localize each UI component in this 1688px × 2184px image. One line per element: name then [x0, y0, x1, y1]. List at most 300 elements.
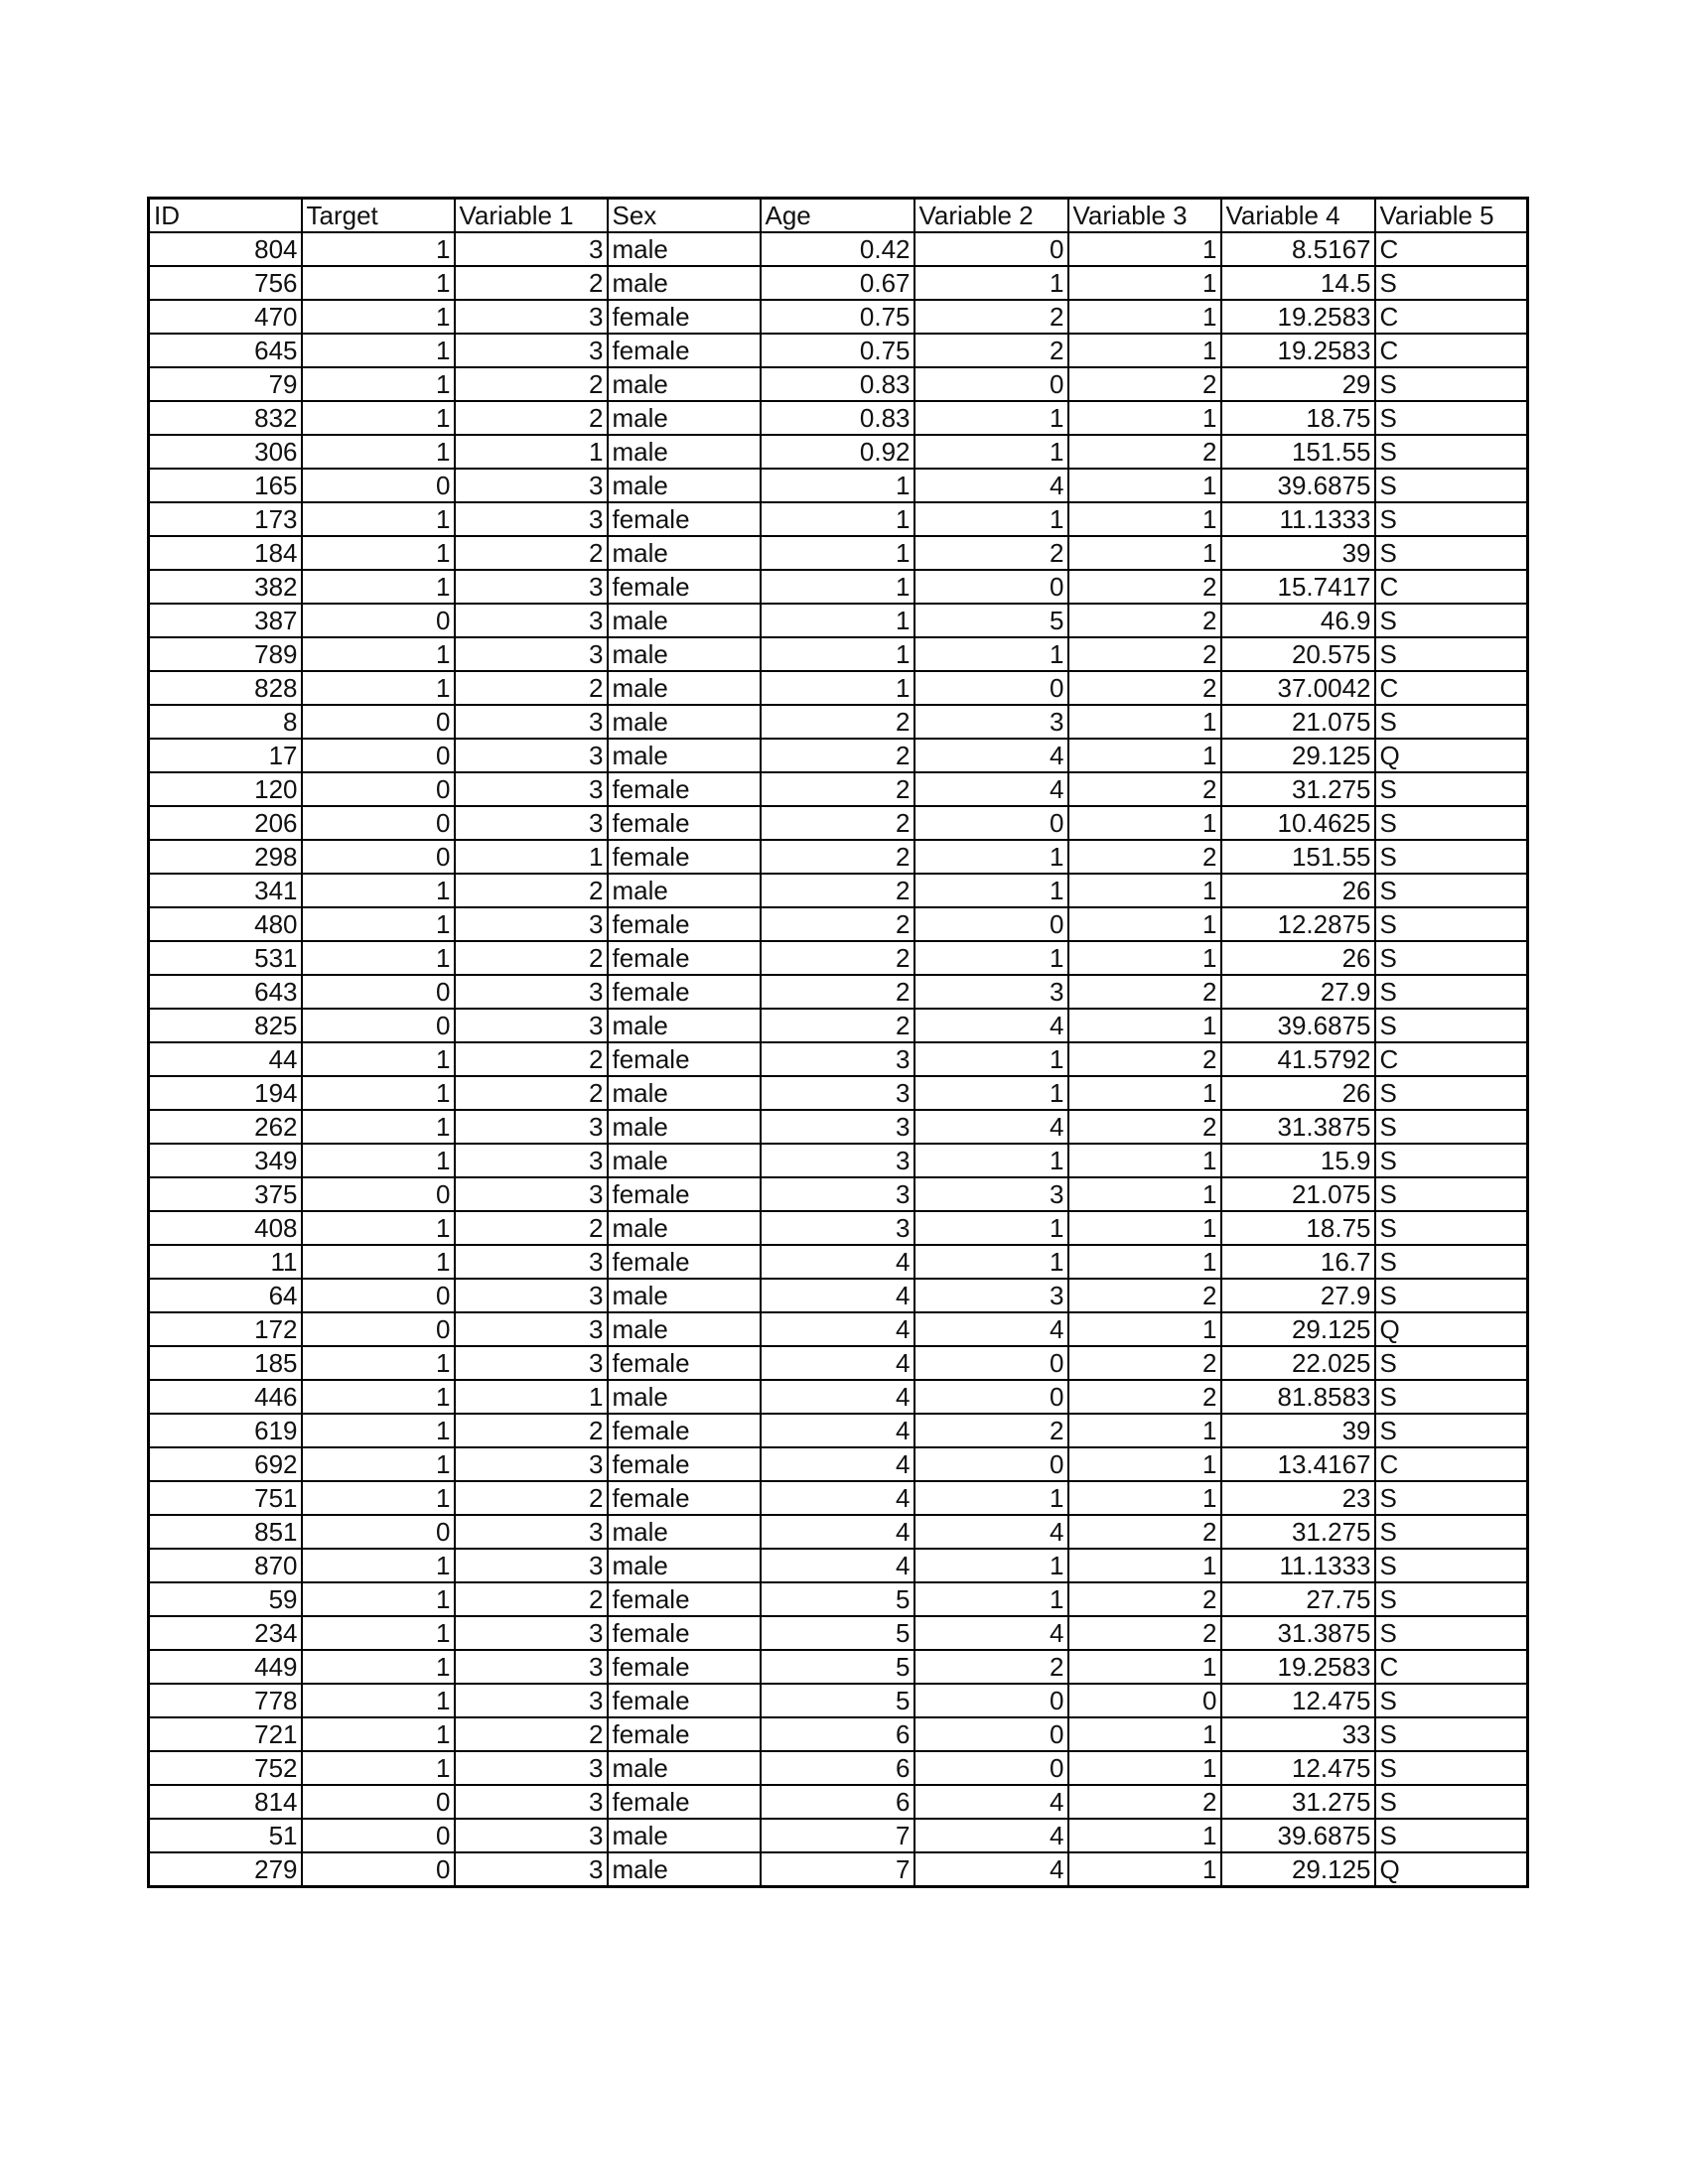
table-cell: 0	[302, 1177, 455, 1211]
table-cell: 1	[1068, 941, 1221, 975]
table-cell: 3	[455, 334, 608, 367]
table-cell: S	[1375, 367, 1528, 401]
table-cell: 1	[302, 536, 455, 570]
table-cell: 1	[455, 840, 608, 874]
table-cell: 59	[149, 1582, 302, 1616]
table-cell: 619	[149, 1414, 302, 1447]
table-cell: 1	[914, 637, 1068, 671]
table-cell: female	[608, 300, 761, 334]
table-row	[149, 266, 1528, 300]
table-cell: 22.025	[1221, 1346, 1375, 1380]
table-cell: 1	[1068, 907, 1221, 941]
table-cell: 3	[455, 907, 608, 941]
table-cell: 1	[914, 1211, 1068, 1245]
table-cell: 1	[302, 300, 455, 334]
table-cell: 33	[1221, 1717, 1375, 1751]
table-cell: S	[1375, 1279, 1528, 1312]
table-cell: 4	[914, 1852, 1068, 1887]
table-cell: S	[1375, 705, 1528, 739]
table-cell: 17	[149, 739, 302, 772]
table-cell: 173	[149, 502, 302, 536]
table-cell: male	[608, 266, 761, 300]
table-cell: 3	[455, 1650, 608, 1684]
table-cell: 1	[1068, 1245, 1221, 1279]
table-cell: 0.92	[761, 435, 914, 469]
table-cell: 79	[149, 367, 302, 401]
table-cell: 41.5792	[1221, 1042, 1375, 1076]
table-cell: 3	[914, 705, 1068, 739]
table-cell: 0	[302, 1819, 455, 1852]
table-cell: 64	[149, 1279, 302, 1312]
table-cell: 11.1333	[1221, 502, 1375, 536]
table-cell: 3	[914, 1279, 1068, 1312]
table-cell: 26	[1221, 941, 1375, 975]
table-cell: female	[608, 1785, 761, 1819]
table-cell: 19.2583	[1221, 334, 1375, 367]
table-cell: 2	[1068, 1515, 1221, 1549]
table-row	[149, 536, 1528, 570]
table-cell: 29	[1221, 367, 1375, 401]
table-cell: 11.1333	[1221, 1549, 1375, 1582]
table-row	[149, 1346, 1528, 1380]
table-cell: 4	[914, 1616, 1068, 1650]
table-row	[149, 1717, 1528, 1751]
table-row	[149, 502, 1528, 536]
table-cell: 11	[149, 1245, 302, 1279]
table-cell: 1	[1068, 1144, 1221, 1177]
table-cell: 2	[1068, 1346, 1221, 1380]
table-cell: 2	[914, 300, 1068, 334]
table-cell: 1	[1068, 266, 1221, 300]
table-cell: 0	[914, 570, 1068, 604]
table-cell: 194	[149, 1076, 302, 1110]
table-cell: male	[608, 401, 761, 435]
table-cell: 0	[1068, 1684, 1221, 1717]
table-cell: 279	[149, 1852, 302, 1887]
data-table	[147, 197, 1529, 1888]
table-cell: female	[608, 1481, 761, 1515]
table-cell: 5	[761, 1684, 914, 1717]
table-cell: 0.75	[761, 334, 914, 367]
table-cell: 0.67	[761, 266, 914, 300]
table-cell: C	[1375, 232, 1528, 266]
table-cell: 3	[761, 1076, 914, 1110]
table-cell: 4	[761, 1346, 914, 1380]
table-cell: 0	[302, 604, 455, 637]
table-cell: 5	[914, 604, 1068, 637]
table-cell: 375	[149, 1177, 302, 1211]
table-cell: male	[608, 1009, 761, 1042]
table-row	[149, 671, 1528, 705]
table-cell: 29.125	[1221, 739, 1375, 772]
table-cell: 3	[761, 1177, 914, 1211]
table-cell: 2	[1068, 570, 1221, 604]
table-cell: 31.275	[1221, 1785, 1375, 1819]
table-cell: 1	[914, 435, 1068, 469]
table-cell: 1	[302, 401, 455, 435]
table-cell: 721	[149, 1717, 302, 1751]
table-cell: 1	[1068, 1177, 1221, 1211]
table-cell: 531	[149, 941, 302, 975]
table-cell: 3	[455, 806, 608, 840]
table-row	[149, 367, 1528, 401]
table-cell: 39	[1221, 536, 1375, 570]
table-cell: 0	[914, 671, 1068, 705]
table-cell: 470	[149, 300, 302, 334]
table-cell: 206	[149, 806, 302, 840]
table-cell: S	[1375, 1177, 1528, 1211]
table-row	[149, 232, 1528, 266]
table-cell: male	[608, 1144, 761, 1177]
table-cell: 2	[1068, 637, 1221, 671]
table-cell: 27.75	[1221, 1582, 1375, 1616]
table-row	[149, 1042, 1528, 1076]
table-cell: male	[608, 1110, 761, 1144]
table-cell: 0.83	[761, 367, 914, 401]
table-cell: 2	[1068, 975, 1221, 1009]
table-cell: 27.9	[1221, 1279, 1375, 1312]
table-cell: 4	[914, 1009, 1068, 1042]
table-cell: 2	[455, 1211, 608, 1245]
table-cell: 3	[455, 1245, 608, 1279]
table-cell: 1	[302, 1414, 455, 1447]
table-cell: 1	[761, 469, 914, 502]
table-cell: 1	[302, 266, 455, 300]
table-cell: 3	[761, 1042, 914, 1076]
table-cell: 1	[302, 637, 455, 671]
table-cell: 3	[455, 300, 608, 334]
table-cell: 0	[914, 367, 1068, 401]
table-row	[149, 1481, 1528, 1515]
table-row	[149, 1380, 1528, 1414]
table-cell: 2	[761, 874, 914, 907]
table-cell: 2	[1068, 1042, 1221, 1076]
table-cell: 6	[761, 1751, 914, 1785]
table-cell: 1	[761, 604, 914, 637]
table-cell: 0	[302, 1009, 455, 1042]
table-cell: S	[1375, 1245, 1528, 1279]
table-cell: 2	[761, 739, 914, 772]
table-cell: 31.275	[1221, 772, 1375, 806]
table-cell: S	[1375, 840, 1528, 874]
table-row	[149, 469, 1528, 502]
table-cell: S	[1375, 502, 1528, 536]
table-cell: 1	[302, 1110, 455, 1144]
table-cell: 10.4625	[1221, 806, 1375, 840]
table-cell: 29.125	[1221, 1852, 1375, 1887]
table-cell: 1	[302, 570, 455, 604]
table-cell: 1	[302, 1380, 455, 1414]
table-row	[149, 1684, 1528, 1717]
table-cell: 1	[1068, 1076, 1221, 1110]
table-cell: 1	[914, 840, 1068, 874]
table-cell: 46.9	[1221, 604, 1375, 637]
table-cell: female	[608, 1245, 761, 1279]
table-cell: 643	[149, 975, 302, 1009]
table-cell: 2	[914, 334, 1068, 367]
table-cell: female	[608, 1414, 761, 1447]
table-cell: 21.075	[1221, 705, 1375, 739]
table-cell: 408	[149, 1211, 302, 1245]
table-cell: 14.5	[1221, 266, 1375, 300]
table-cell: 2	[455, 401, 608, 435]
table-cell: 4	[914, 469, 1068, 502]
table-cell: female	[608, 1042, 761, 1076]
table-cell: Q	[1375, 1312, 1528, 1346]
table-cell: male	[608, 1380, 761, 1414]
table-cell: S	[1375, 1819, 1528, 1852]
table-cell: 2	[455, 941, 608, 975]
table-cell: 0	[914, 1346, 1068, 1380]
table-cell: 3	[761, 1110, 914, 1144]
table-cell: 3	[455, 1346, 608, 1380]
table-cell: 4	[761, 1549, 914, 1582]
table-cell: female	[608, 1447, 761, 1481]
table-cell: female	[608, 907, 761, 941]
table-cell: 752	[149, 1751, 302, 1785]
table-cell: 828	[149, 671, 302, 705]
table-cell: 1	[761, 502, 914, 536]
table-cell: 4	[761, 1312, 914, 1346]
table-cell: 2	[455, 1414, 608, 1447]
table-cell: 7	[761, 1819, 914, 1852]
table-cell: male	[608, 1076, 761, 1110]
table-row	[149, 1245, 1528, 1279]
table-cell: 6	[761, 1717, 914, 1751]
table-row	[149, 1177, 1528, 1211]
table-cell: 387	[149, 604, 302, 637]
table-cell: 7	[761, 1852, 914, 1887]
table-cell: 1	[302, 232, 455, 266]
table-cell: 1	[1068, 1447, 1221, 1481]
table-cell: 1	[455, 435, 608, 469]
table-cell: 804	[149, 232, 302, 266]
table-cell: 1	[302, 671, 455, 705]
table-cell: S	[1375, 806, 1528, 840]
table-cell: 81.8583	[1221, 1380, 1375, 1414]
table-cell: C	[1375, 1650, 1528, 1684]
table-cell: 37.0042	[1221, 671, 1375, 705]
table-cell: male	[608, 536, 761, 570]
table-cell: 1	[1068, 334, 1221, 367]
table-cell: 1	[455, 1380, 608, 1414]
table-cell: female	[608, 840, 761, 874]
table-cell: male	[608, 1751, 761, 1785]
table-row	[149, 300, 1528, 334]
column-header: Target	[302, 199, 455, 233]
table-cell: 2	[455, 1481, 608, 1515]
table-cell: 0	[914, 806, 1068, 840]
table-row	[149, 1751, 1528, 1785]
table-cell: S	[1375, 1346, 1528, 1380]
table-cell: 4	[914, 1312, 1068, 1346]
table-cell: 1	[914, 1481, 1068, 1515]
table-cell: 19.2583	[1221, 1650, 1375, 1684]
table-cell: 262	[149, 1110, 302, 1144]
table-cell: male	[608, 874, 761, 907]
table-cell: 1	[1068, 1481, 1221, 1515]
table-cell: 15.9	[1221, 1144, 1375, 1177]
table-cell: 4	[761, 1380, 914, 1414]
table-cell: 2	[1068, 671, 1221, 705]
table-cell: 2	[455, 266, 608, 300]
table-cell: 31.275	[1221, 1515, 1375, 1549]
table-cell: 3	[455, 637, 608, 671]
table-cell: S	[1375, 1009, 1528, 1042]
table-cell: S	[1375, 536, 1528, 570]
table-cell: 3	[455, 1549, 608, 1582]
table-cell: 2	[914, 536, 1068, 570]
table-row	[149, 705, 1528, 739]
table-cell: male	[608, 637, 761, 671]
table-cell: Q	[1375, 739, 1528, 772]
table-cell: C	[1375, 570, 1528, 604]
table-cell: male	[608, 671, 761, 705]
table-cell: 1	[1068, 232, 1221, 266]
table-cell: 1	[1068, 874, 1221, 907]
table-cell: 0	[914, 232, 1068, 266]
table-cell: male	[608, 604, 761, 637]
table-row	[149, 840, 1528, 874]
table-cell: 20.575	[1221, 637, 1375, 671]
table-cell: male	[608, 1515, 761, 1549]
table-cell: male	[608, 232, 761, 266]
table-row	[149, 1279, 1528, 1312]
table-row	[149, 975, 1528, 1009]
table-cell: 1	[761, 671, 914, 705]
table-cell: 8.5167	[1221, 232, 1375, 266]
table-cell: 1	[1068, 1819, 1221, 1852]
table-cell: 3	[455, 1819, 608, 1852]
table-cell: 3	[455, 975, 608, 1009]
table-cell: S	[1375, 1549, 1528, 1582]
table-cell: 3	[455, 1852, 608, 1887]
table-cell: 0	[302, 705, 455, 739]
table-cell: 3	[914, 1177, 1068, 1211]
table-cell: 0	[302, 1852, 455, 1887]
table-cell: 3	[455, 1144, 608, 1177]
table-cell: 1	[761, 570, 914, 604]
table-cell: S	[1375, 1515, 1528, 1549]
table-cell: 184	[149, 536, 302, 570]
table-cell: 3	[455, 1785, 608, 1819]
table-cell: 0	[302, 1515, 455, 1549]
table-cell: male	[608, 705, 761, 739]
table-cell: 2	[1068, 1616, 1221, 1650]
table-cell: 39.6875	[1221, 1009, 1375, 1042]
table-row	[149, 1852, 1528, 1887]
table-cell: 2	[1068, 1785, 1221, 1819]
table-cell: S	[1375, 1481, 1528, 1515]
table-cell: 870	[149, 1549, 302, 1582]
table-cell: 1	[914, 1245, 1068, 1279]
table-cell: male	[608, 1819, 761, 1852]
table-cell: 1	[302, 1582, 455, 1616]
table-cell: male	[608, 367, 761, 401]
table-cell: 31.3875	[1221, 1110, 1375, 1144]
table-cell: 4	[914, 739, 1068, 772]
table-row	[149, 1549, 1528, 1582]
table-row	[149, 1009, 1528, 1042]
table-cell: female	[608, 1177, 761, 1211]
table-cell: 23	[1221, 1481, 1375, 1515]
table-cell: 1	[761, 536, 914, 570]
table-cell: 825	[149, 1009, 302, 1042]
table-cell: 349	[149, 1144, 302, 1177]
table-cell: 3	[455, 705, 608, 739]
table-cell: 4	[914, 1819, 1068, 1852]
table-cell: 1	[302, 1245, 455, 1279]
table-cell: 2	[1068, 604, 1221, 637]
table-cell: 1	[302, 502, 455, 536]
table-cell: female	[608, 1717, 761, 1751]
table-cell: S	[1375, 604, 1528, 637]
table-cell: 0	[914, 1684, 1068, 1717]
table-cell: 1	[1068, 1549, 1221, 1582]
table-cell: C	[1375, 300, 1528, 334]
table-cell: 1	[1068, 1009, 1221, 1042]
table-cell: 756	[149, 266, 302, 300]
table-row	[149, 401, 1528, 435]
table-cell: female	[608, 1650, 761, 1684]
table-row	[149, 1144, 1528, 1177]
table-cell: 4	[761, 1447, 914, 1481]
column-header: Variable 1	[455, 199, 608, 233]
table-cell: 3	[455, 1279, 608, 1312]
column-header: Variable 2	[914, 199, 1068, 233]
table-cell: 1	[1068, 502, 1221, 536]
table-cell: Q	[1375, 1852, 1528, 1887]
table-cell: S	[1375, 975, 1528, 1009]
table-body	[149, 199, 1528, 1887]
table-cell: 1	[302, 1751, 455, 1785]
table-cell: 2	[455, 874, 608, 907]
table-cell: 1	[302, 334, 455, 367]
table-cell: S	[1375, 1717, 1528, 1751]
table-cell: 2	[455, 1042, 608, 1076]
table-cell: 165	[149, 469, 302, 502]
table-cell: S	[1375, 1211, 1528, 1245]
table-cell: 5	[761, 1582, 914, 1616]
table-cell: 1	[1068, 1211, 1221, 1245]
table-cell: 382	[149, 570, 302, 604]
table-cell: female	[608, 941, 761, 975]
table-row	[149, 1819, 1528, 1852]
table-cell: 0.75	[761, 300, 914, 334]
table-row	[149, 1110, 1528, 1144]
table-row	[149, 739, 1528, 772]
table-cell: 1	[302, 941, 455, 975]
column-header: Variable 4	[1221, 199, 1375, 233]
table-cell: 1	[914, 502, 1068, 536]
table-cell: male	[608, 1279, 761, 1312]
table-cell: 1	[302, 1684, 455, 1717]
table-cell: male	[608, 469, 761, 502]
table-cell: 39	[1221, 1414, 1375, 1447]
table-cell: female	[608, 502, 761, 536]
table-cell: female	[608, 806, 761, 840]
table-cell: 12.475	[1221, 1751, 1375, 1785]
column-header: Variable 3	[1068, 199, 1221, 233]
table-cell: 2	[1068, 435, 1221, 469]
table-row	[149, 1414, 1528, 1447]
table-cell: 3	[455, 469, 608, 502]
table-row	[149, 1616, 1528, 1650]
table-cell: 3	[455, 502, 608, 536]
table-row	[149, 874, 1528, 907]
table-cell: 13.4167	[1221, 1447, 1375, 1481]
table-cell: 44	[149, 1042, 302, 1076]
